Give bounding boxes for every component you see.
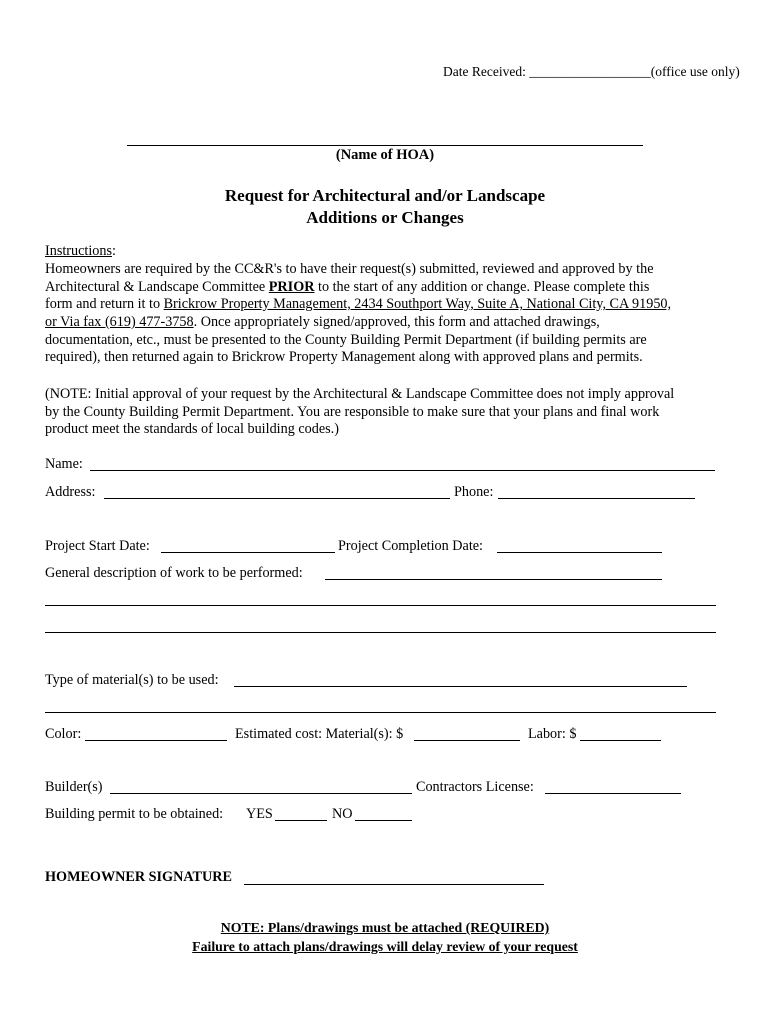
materials-line-2[interactable] — [45, 712, 716, 713]
yes-field[interactable] — [275, 820, 327, 821]
hoa-name-field[interactable] — [127, 145, 643, 146]
approval-note-line-2: by the County Building Permit Department. You are responsible to make sure that your plans and final work — [45, 403, 660, 420]
general-description-label: General description of work to be performed: — [45, 565, 303, 581]
contractors-license-field[interactable] — [545, 793, 681, 794]
material-cost-field[interactable] — [414, 740, 520, 741]
labor-cost-field[interactable] — [580, 740, 661, 741]
contractors-license-label: Contractors License: — [416, 779, 534, 795]
color-field[interactable] — [85, 740, 227, 741]
phone-field[interactable] — [498, 498, 695, 499]
approval-note-line-3: product meet the standards of local building codes.) — [45, 421, 339, 437]
builder-label: Builder(s) — [45, 779, 103, 795]
address-field[interactable] — [104, 498, 450, 499]
prior-emphasis: PRIOR — [268, 278, 315, 295]
homeowner-signature-field[interactable] — [244, 884, 544, 885]
name-field[interactable] — [90, 470, 715, 471]
instructions-line-3: form and return it to Brickrow Property Management, 2434 Southport Way, Suite A, National City, CA 91950, — [45, 296, 672, 312]
instructions-heading: Instructions: — [45, 243, 116, 259]
footer-note-line-1: NOTE: Plans/drawings must be attached (REQUIRED) — [220, 920, 550, 935]
no-field[interactable] — [355, 820, 412, 821]
management-address: Brickrow Property Management, 2434 Southport Way, Suite A, National City, CA 91950, — [163, 296, 672, 312]
instructions-line-1: Homeowners are required by the CC&R's to have their request(s) submitted, reviewed and approved by the — [45, 261, 654, 277]
building-permit-label: Building permit to be obtained: — [45, 806, 224, 822]
fax-number: or Via fax (619) 477-3758 — [45, 314, 194, 330]
materials-label: Type of material(s) to be used: — [45, 672, 219, 688]
estimated-cost-label: Estimated cost: Material(s): $ — [235, 726, 404, 742]
project-completion-field[interactable] — [497, 552, 662, 553]
color-label: Color: — [45, 726, 82, 742]
form-title-line-1: Request for Architectural and/or Landscape — [224, 186, 546, 205]
date-received-label: Date Received: — [443, 64, 530, 79]
general-description-field[interactable] — [325, 579, 662, 580]
form-title-line-2: Additions or Changes — [306, 208, 464, 227]
address-label: Address: — [45, 484, 96, 500]
instructions-line-6: required), then returned again to Brickrow Property Management along with approved plans and permits. — [45, 349, 643, 365]
name-label: Name: — [45, 456, 83, 472]
phone-label: Phone: — [454, 484, 494, 500]
approval-note-line-1: (NOTE: Initial approval of your request by the Architectural & Landscape Committee does not imply approval — [45, 386, 675, 402]
description-line-2[interactable] — [45, 605, 716, 606]
labor-label: Labor: $ — [528, 726, 577, 742]
description-line-3[interactable] — [45, 632, 716, 633]
materials-field[interactable] — [234, 686, 687, 687]
footer-note-line-2: Failure to attach plans/drawings will delay review of your request — [192, 939, 578, 954]
hoa-name-label: (Name of HOA) — [335, 147, 435, 163]
project-completion-label: Project Completion Date: — [338, 538, 483, 554]
office-use-note: (office use only) — [650, 64, 740, 79]
project-start-label: Project Start Date: — [45, 538, 150, 554]
yes-label: YES — [246, 806, 273, 822]
instructions-line-5: documentation, etc., must be presented to the County Building Permit Department (if building permits are — [45, 331, 647, 348]
instructions-line-2: Architectural & Landscape Committee PRIOR to the start of any addition or change. Please complete this — [45, 278, 650, 295]
builder-field[interactable] — [110, 793, 412, 794]
project-start-field[interactable] — [161, 552, 335, 553]
homeowner-signature-label: HOMEOWNER SIGNATURE — [45, 869, 232, 885]
office-use-line — [443, 64, 740, 80]
instructions-line-4: or Via fax (619) 477-3758. Once appropriately signed/approved, this form and attached drawings, — [45, 314, 600, 330]
no-label: NO — [332, 806, 353, 822]
date-received-field[interactable]: __________________ — [529, 64, 651, 79]
